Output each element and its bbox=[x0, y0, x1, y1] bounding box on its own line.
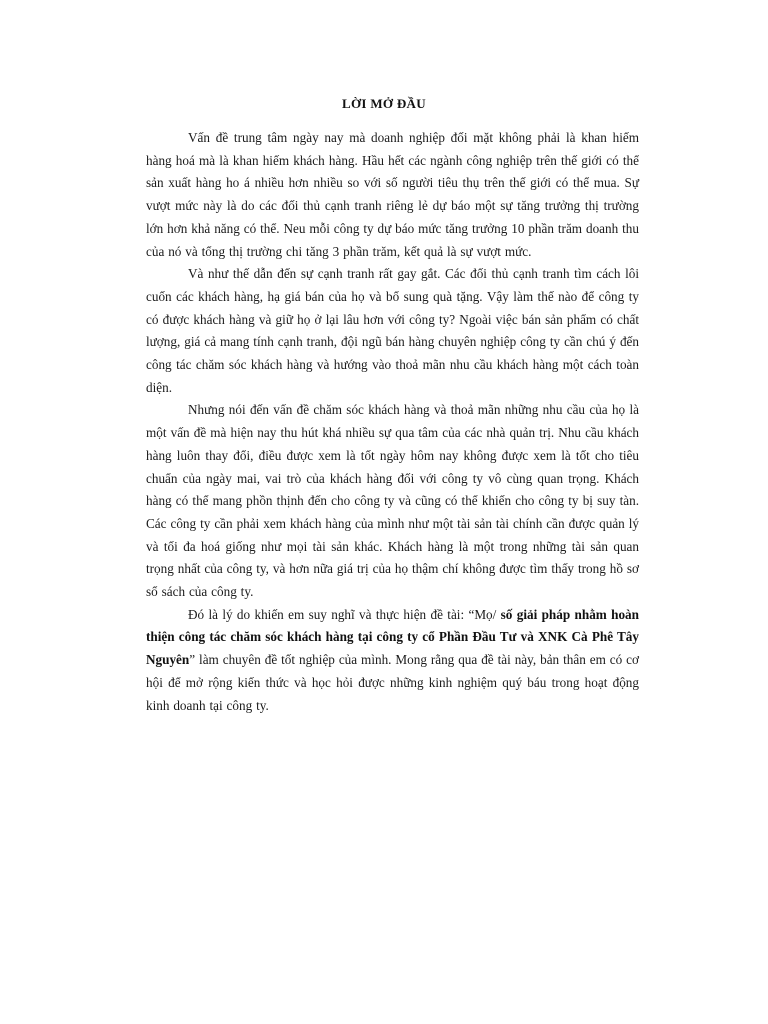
page-title: LỜI MỞ ĐẦU bbox=[342, 96, 426, 111]
paragraph-4-intro: Đó là lý do khiến em suy nghĩ và thực hiện đề tài: “Mọ/ bbox=[188, 606, 501, 622]
thesis-topic: số giải pháp nhằm hoàn thiện công tác chăm sóc khách hàng tại công ty cổ Phần Đầu Tư và XNK Cà Phê Tây Nguyên bbox=[146, 606, 639, 668]
paragraph-2: Và như thế dẫn đến sự cạnh tranh rất gay gắt. Các đối thủ cạnh tranh tìm cách lôi cuốn các khách hàng, hạ giá bán của họ và bổ sung quà tặng. Vậy làm thế nào để công ty có được khách hàng và giữ họ ở lại lâu hơn với công ty? Ngoài việc bán sản phẩm có chất lượng, giá cả mang tính cạnh tranh, đội ngũ bán hàng chuyên nghiệp công ty cần chú ý đến công tác chăm sóc khách hàng và hướng vào thoả mãn nhu cầu khách hàng một cách toàn diện. bbox=[146, 266, 639, 395]
document-body bbox=[146, 127, 639, 717]
paragraph-4 bbox=[146, 604, 639, 718]
paragraph-1: Vấn đề trung tâm ngày nay mà doanh nghiệp đối mặt không phải là khan hiếm hàng hoá mà là khan hiếm khách hàng. Hầu hết các ngành công nghiệp trên thế giới có thể sản xuất hàng ho á nhiều hơn nhiều so với số người tiêu thụ trên thế giới có thể mua. Sự vượt mức này là do các đối thủ cạnh tranh riêng lẻ dự báo một sự tăng trưởng thị trường lớn hơn khả năng có thể. Neu mỗi công ty dự báo mức tăng trưởng 10 phần trăm doanh thu của nó và tổng thị trường chi tăng 3 phần trăm, kết quả là sự vượt mức. bbox=[146, 130, 639, 259]
paragraph-4-outro: ” làm chuyên đề tốt nghiệp của mình. Mong rằng qua đề tài này, bản thân em có cơ hội để mở rộng kiến thức và học hỏi được những kinh nghiệm quý báu trong hoạt động kinh doanh tại công ty. bbox=[146, 652, 639, 713]
paragraph-3: Nhưng nói đến vấn đề chăm sóc khách hàng và thoả mãn những nhu cầu của họ là một vấn đề mà hiện nay thu hút khá nhiều sự qua tâm của các nhà quản trị. Nhu cầu khách hàng luôn thay đổi, điều được xem là tốt ngày hôm nay không được xem là tốt cho tiêu chuẩn của ngày mai, vai trò của khách hàng đối với công ty vô cùng quan trọng. Khách hàng có thể mang phồn thịnh đến cho công ty và cũng có thể khiến cho công ty bị suy tàn. Các công ty cần phải xem khách hàng của mình như một tài sản tài chính cần được quản lý và tối đa hoá giống như mọi tài sản khác. Khách hàng là một trong những tài sản quan trọng nhất của công ty, và hơn nữa giá trị của họ thậm chí không được tìm thấy trong hồ sơ sổ sách của công ty. bbox=[146, 402, 639, 600]
